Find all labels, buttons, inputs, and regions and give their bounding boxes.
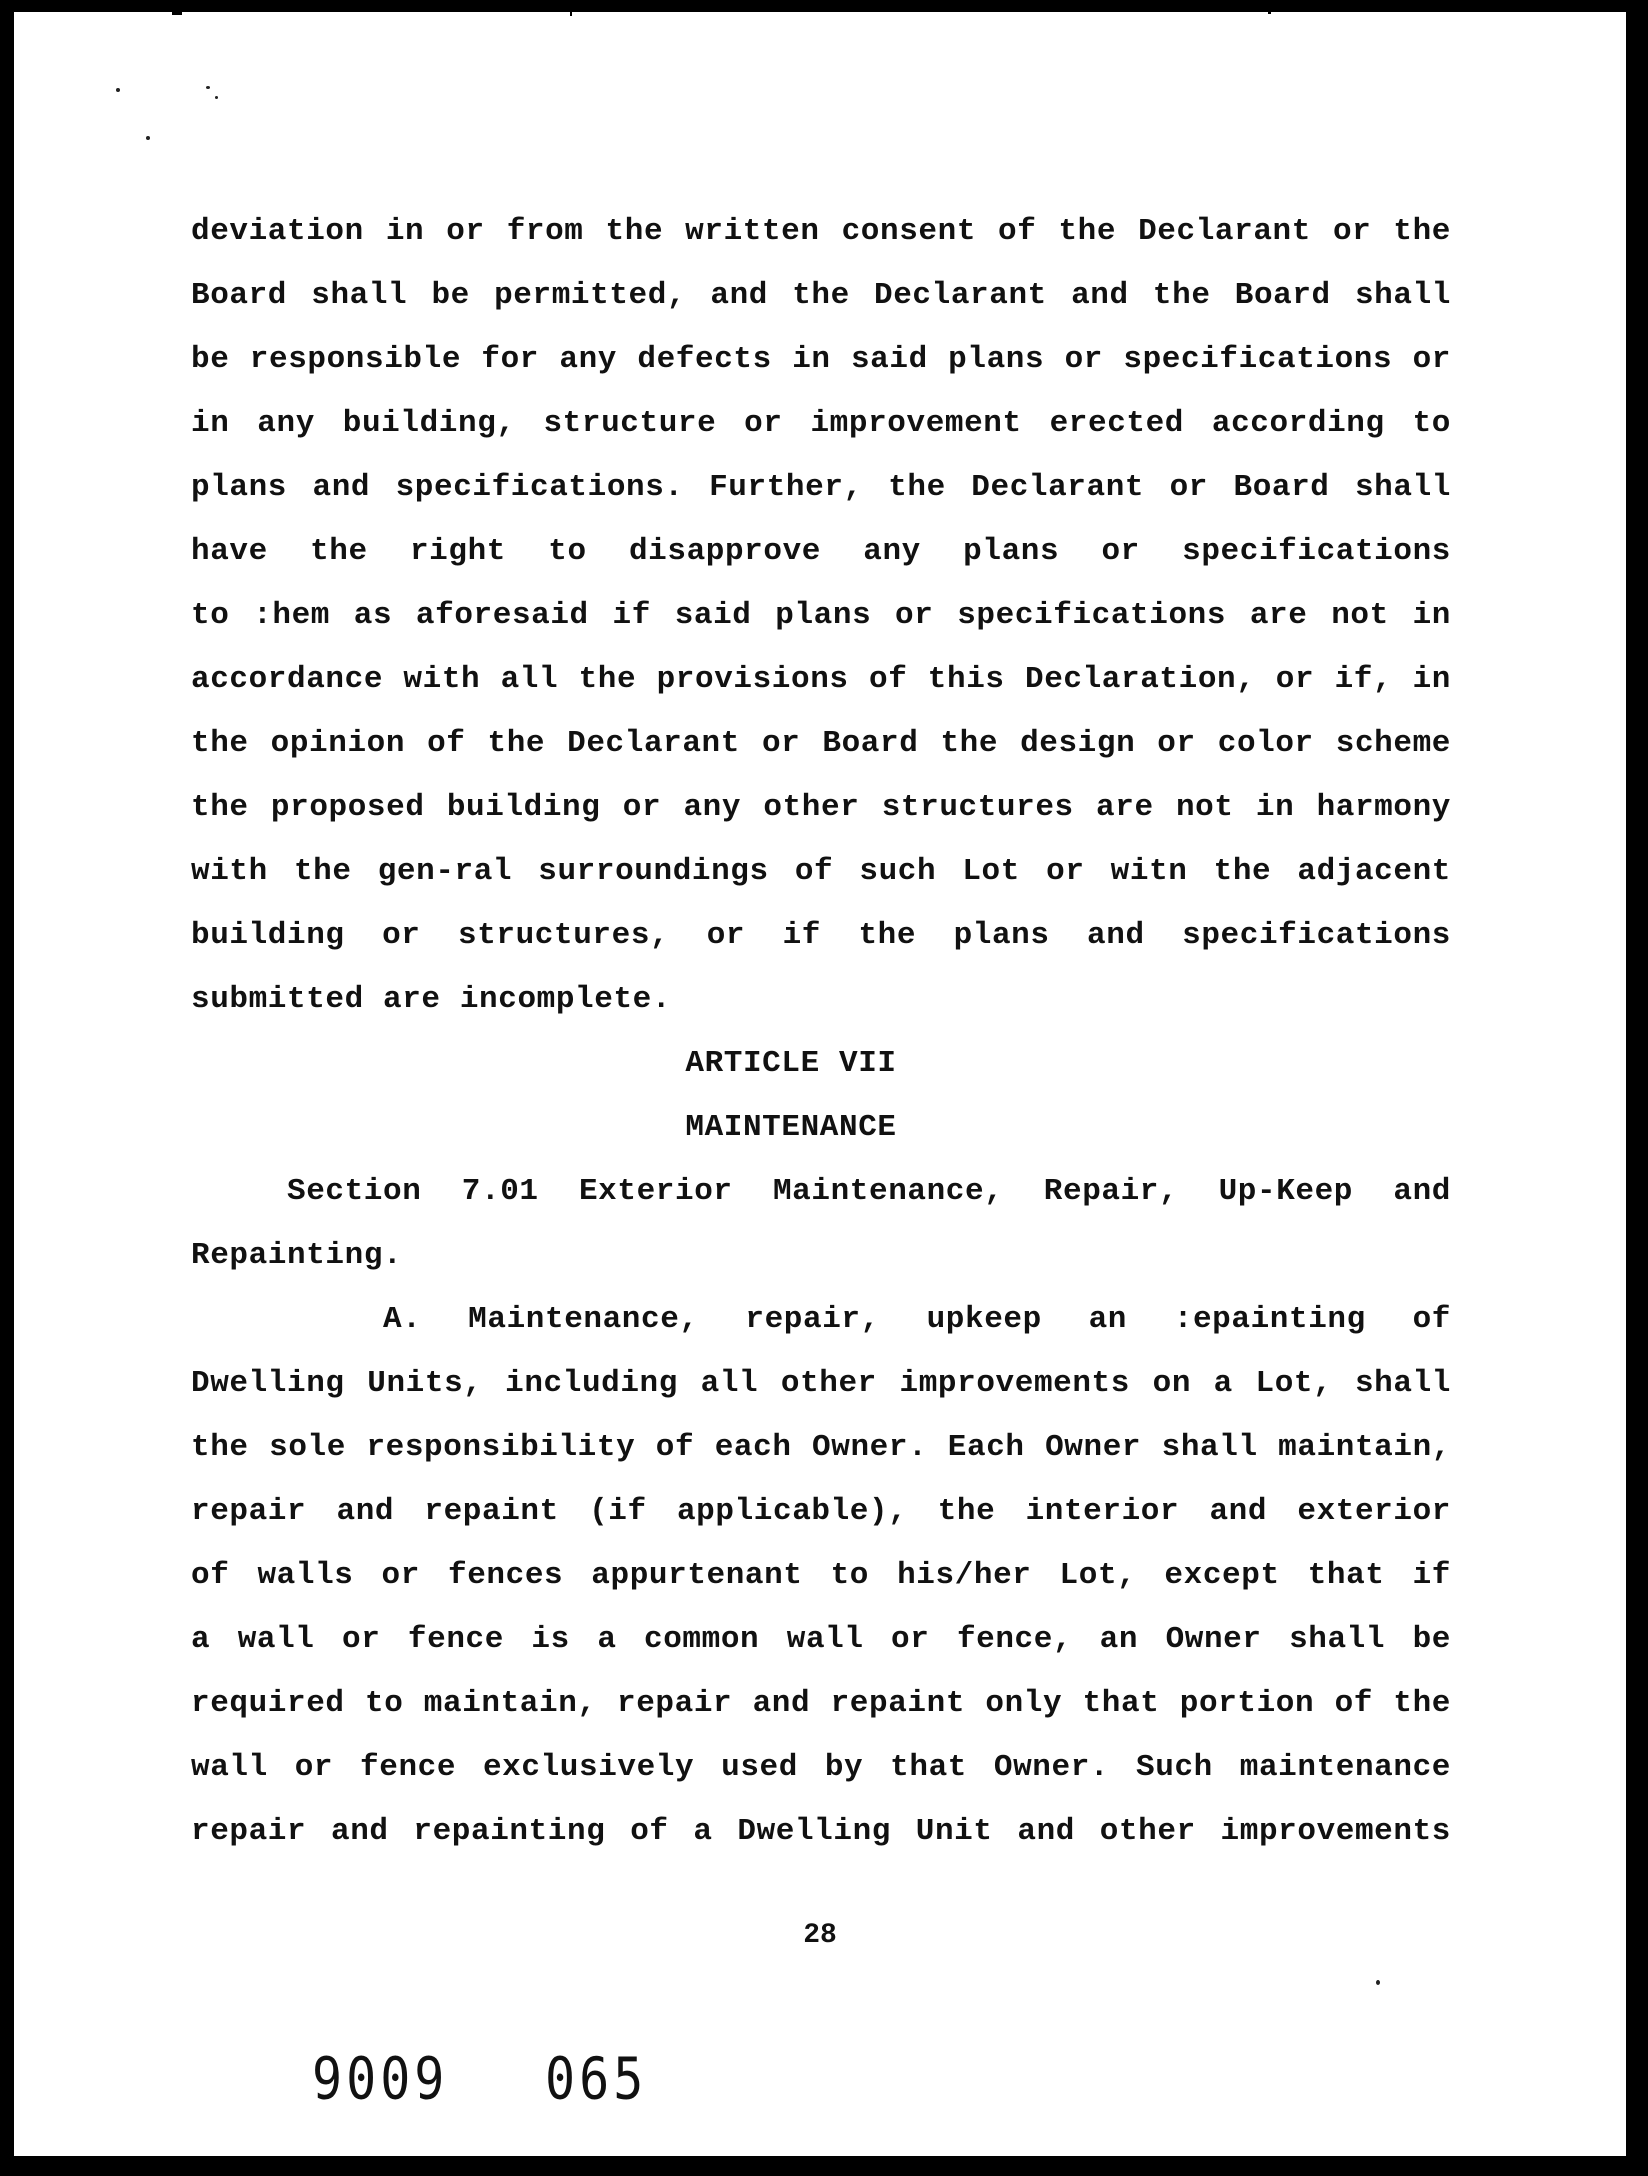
scan-speck	[206, 86, 210, 89]
scan-speck	[215, 96, 218, 99]
document-body	[191, 200, 1451, 1864]
body-line: plans and specifications. Further, the Declarant or Board shall	[191, 470, 1451, 505]
body-line: the opinion of the Declarant or Board the design or color scheme	[191, 726, 1451, 761]
body-line: the proposed building or any other structures are not in harmony	[191, 790, 1451, 825]
body-line: wall or fence exclusively used by that Owner. Such maintenance	[191, 1750, 1451, 1785]
body-line: accordance with all the provisions of this Declaration, or if, in	[191, 662, 1451, 697]
body-line: of walls or fences appurtenant to his/her Lot, except that if	[191, 1558, 1451, 1593]
body-line: repair and repainting of a Dwelling Unit and other improvements	[191, 1814, 1451, 1849]
body-line: required to maintain, repair and repaint only that portion of the	[191, 1686, 1451, 1721]
body-line: a wall or fence is a common wall or fence, an Owner shall be	[191, 1622, 1451, 1657]
body-line: to :hem as aforesaid if said plans or specifications are not in	[191, 598, 1451, 633]
scan-speck	[1376, 1980, 1380, 1985]
page-number: 28	[803, 1920, 837, 1951]
body-line: building or structures, or if the plans and specifications	[191, 918, 1451, 953]
article-title: MAINTENANCE	[685, 1110, 897, 1145]
scan-speck	[146, 136, 150, 140]
paragraph-a-start: A. Maintenance, repair, upkeep an :epainting of	[383, 1302, 1451, 1337]
body-line: with the gen-ral surroundings of such Lot or witn the adjacent	[191, 854, 1451, 889]
article-heading: ARTICLE VII	[685, 1046, 897, 1081]
body-line: deviation in or from the written consent of the Declarant or the	[191, 214, 1451, 249]
body-line: in any building, structure or improvement erected according to	[191, 406, 1451, 441]
scan-mark	[172, 12, 182, 15]
scan-mark	[1268, 0, 1271, 14]
body-line: the sole responsibility of each Owner. Each Owner shall maintain,	[191, 1430, 1451, 1465]
body-line: be responsible for any defects in said plans or specifications or	[191, 342, 1451, 377]
body-line: repair and repaint (if applicable), the interior and exterior	[191, 1494, 1451, 1529]
scan-mark	[0, 1822, 12, 1848]
body-line: Dwelling Units, including all other improvements on a Lot, shall	[191, 1366, 1451, 1401]
body-line: have the right to disapprove any plans or specifications	[191, 534, 1451, 569]
section-heading: Section 7.01 Exterior Maintenance, Repair, Up-Keep and	[287, 1174, 1451, 1209]
scan-mark	[570, 6, 572, 16]
document-stamp-left: 9009	[312, 2045, 449, 2113]
body-line: Board shall be permitted, and the Declarant and the Board shall	[191, 278, 1451, 313]
section-heading-continued: Repainting.	[191, 1238, 403, 1273]
body-line: submitted are incomplete.	[191, 982, 672, 1017]
document-stamp-right: 065	[545, 2045, 648, 2113]
scan-speck	[116, 88, 120, 92]
